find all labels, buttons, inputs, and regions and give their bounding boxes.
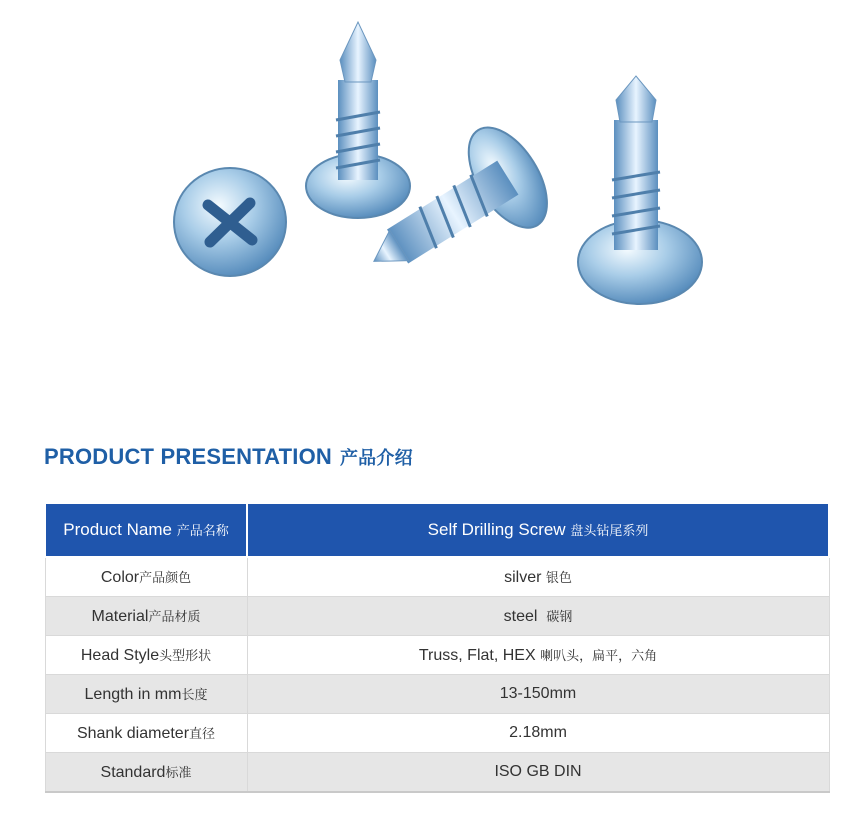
row-label-cell: Length in mm长度 <box>45 675 247 714</box>
row-value-cell: ISO GB DIN <box>247 753 829 793</box>
product-photo <box>100 0 740 380</box>
table-row <box>45 714 829 753</box>
header-label-cell: Product Name 产品名称 <box>45 503 247 557</box>
table-row <box>45 753 829 793</box>
row-value-cell: 2.18mm <box>247 714 829 753</box>
table-row <box>45 597 829 636</box>
header-value-cell: Self Drilling Screw 盘头钻尾系列 <box>247 503 829 557</box>
table-row <box>45 675 829 714</box>
section-title: PRODUCT PRESENTATION 产品介绍 <box>44 444 413 469</box>
table-header-row <box>45 503 829 557</box>
row-label-cell: Shank diameter直径 <box>45 714 247 753</box>
row-value-cell: silver 银色 <box>247 557 829 597</box>
row-value-cell: 13-150mm <box>247 675 829 714</box>
row-label-cell: Material产品材质 <box>45 597 247 636</box>
spec-table <box>44 502 830 793</box>
row-label-cell: Standard标准 <box>45 753 247 793</box>
screw-upright-icon <box>306 22 410 218</box>
table-row <box>45 636 829 675</box>
row-value-cell: steel 碳钢 <box>247 597 829 636</box>
row-label-cell: Color产品颜色 <box>45 557 247 597</box>
screw-upright-right-icon <box>578 76 702 304</box>
table-row <box>45 557 829 597</box>
row-label-cell: Head Style头型形状 <box>45 636 247 675</box>
screw-head-icon <box>174 168 286 276</box>
row-value-cell: Truss, Flat, HEX 喇叭头，扁平，六角 <box>247 636 829 675</box>
